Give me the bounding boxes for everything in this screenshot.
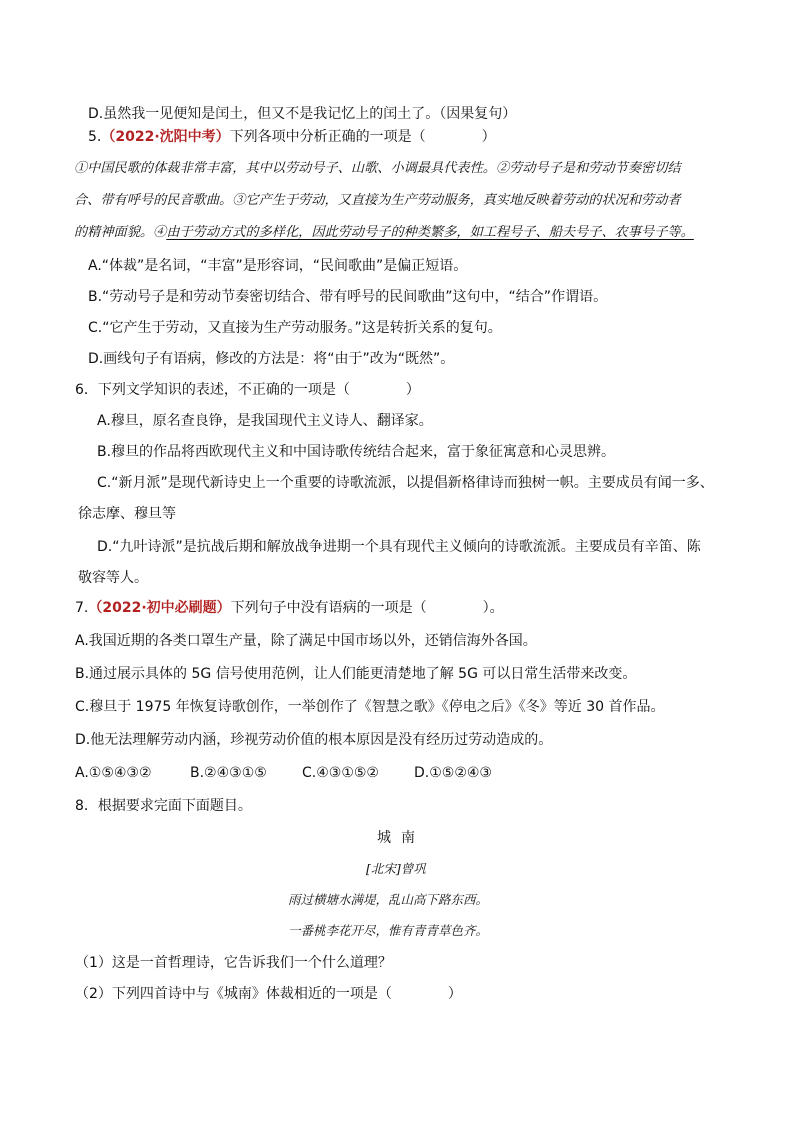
q7-option-c: C.穆旦于 1975 年恢复诗歌创作，一举创作了《智慧之歌》《停电之后》《冬》等近 30 首作品。	[75, 699, 665, 715]
q7-option-b: B.通过展示具体的 5G 信号使用范例，让人们能更清楚地了解 5G 可以日常生活带来改变。	[75, 666, 637, 682]
question-7-stem	[75, 598, 504, 618]
poem-author: [北宋]曾巩	[366, 861, 426, 876]
underlined-sentence: 由于劳动方式的多样化，因此劳动号子的种类繁多，如工程号子、船夫号子、农事号子等。	[166, 225, 694, 240]
question-source: （2022·沈阳中考）	[101, 129, 230, 145]
q6-option-d-line-1: D.“九叶诗派”是抗战后期和解放战争进期一个具有现代主义倾向的诗歌流派。主要成员有辛笛、陈	[97, 539, 701, 555]
q6-option-a: A.穆旦，原名查良铮，是我国现代主义诗人、翻译家。	[97, 413, 433, 429]
q5-option-b: B.“劳动号子是和劳动节奏密切结合、带有呼号的民间歌曲”这句中，“结合”作谓语。	[88, 289, 608, 305]
q5-option-a: A.“体裁”是名词，“丰富”是形容词，“民间歌曲”是偏正短语。	[88, 258, 468, 274]
poem-line-2: 一番桃李花开尽，惟有青青草色齐。	[288, 923, 489, 938]
q6-option-b: B.穆旦的作品将西欧现代主义和中国诗歌传统结合起来，富于象征寓意和心灵思辨。	[97, 444, 616, 460]
poem-title: 城南	[377, 830, 425, 846]
q7-answer-b: B.②④③①⑤	[190, 765, 267, 781]
passage-line-2: 合、带有呼号的民音歌曲。③它产生于劳动，又直接为生产劳动服务，真实地反映着劳动的状况和劳动者	[74, 193, 681, 208]
q6-option-c-line-2: 徐志摩、穆旦等	[78, 506, 176, 522]
q6-option-d-line-2: 敬容等人。	[78, 570, 148, 586]
question-8-stem: 8．根据要求完面下面题目。	[75, 798, 252, 814]
q7-option-a: A.我国近期的各类口罩生产量，除了满足中国市场以外，还销信海外各国。	[75, 633, 537, 649]
question-6-stem: 6．下列文学知识的表述，不正确的一项是（ ）	[75, 382, 420, 398]
q7-answer-c: C.④③①⑤②	[302, 765, 379, 781]
question-number: 5.	[88, 129, 102, 145]
q7-answer-a: A.①⑤④③②	[75, 765, 152, 781]
q8-subquestion-2: （2）下列四首诗中与《城南》体裁相近的一项是（ ）	[75, 986, 462, 1002]
q7-answer-d: D.①⑤②④③	[414, 765, 492, 781]
q8-subquestion-1: （1）这是一首哲理诗，它告诉我们一个什么道理？	[75, 955, 392, 971]
q5-option-d: D.画线句子有语病，修改的方法是：将“由于”改为“既然”。	[88, 351, 455, 367]
q5-option-c: C.“它产生于劳动，又直接为生产劳动服务。”这是转折关系的复句。	[88, 320, 502, 336]
previous-option-d: D.虽然我一见便知是闰土，但又不是我记忆上的闰土了。（因果复句）	[88, 106, 517, 122]
question-5-stem	[88, 127, 496, 147]
poem-line-1: 雨过横塘水满堤，乱山高下路东西。	[288, 892, 489, 907]
q7-option-d: D.他无法理解劳动内涵，珍视劳动价值的根本原因是没有经历过劳动造成的。	[75, 732, 553, 748]
question-source: （2022·初中必刷题）	[88, 600, 231, 616]
question-text: 下列句子中没有语病的一项是（ ）。	[230, 600, 504, 616]
q6-option-c-line-1: C.“新月派”是现代新诗史上一个重要的诗歌流派，以提倡新格律诗而独树一帜。主要成员有闻一多、	[97, 475, 714, 491]
passage-line-1: ①中国民歌的体裁非常丰富，其中以劳动号子、山歌、小调最具代表性。②劳动号子是和劳动节奏密切结	[74, 161, 681, 176]
passage-line-3	[74, 223, 694, 243]
passage-text: 的精神面貌。④	[74, 225, 167, 240]
question-number: 7.	[75, 600, 89, 616]
question-text: 下列各项中分析正确的一项是（ ）	[229, 129, 496, 145]
